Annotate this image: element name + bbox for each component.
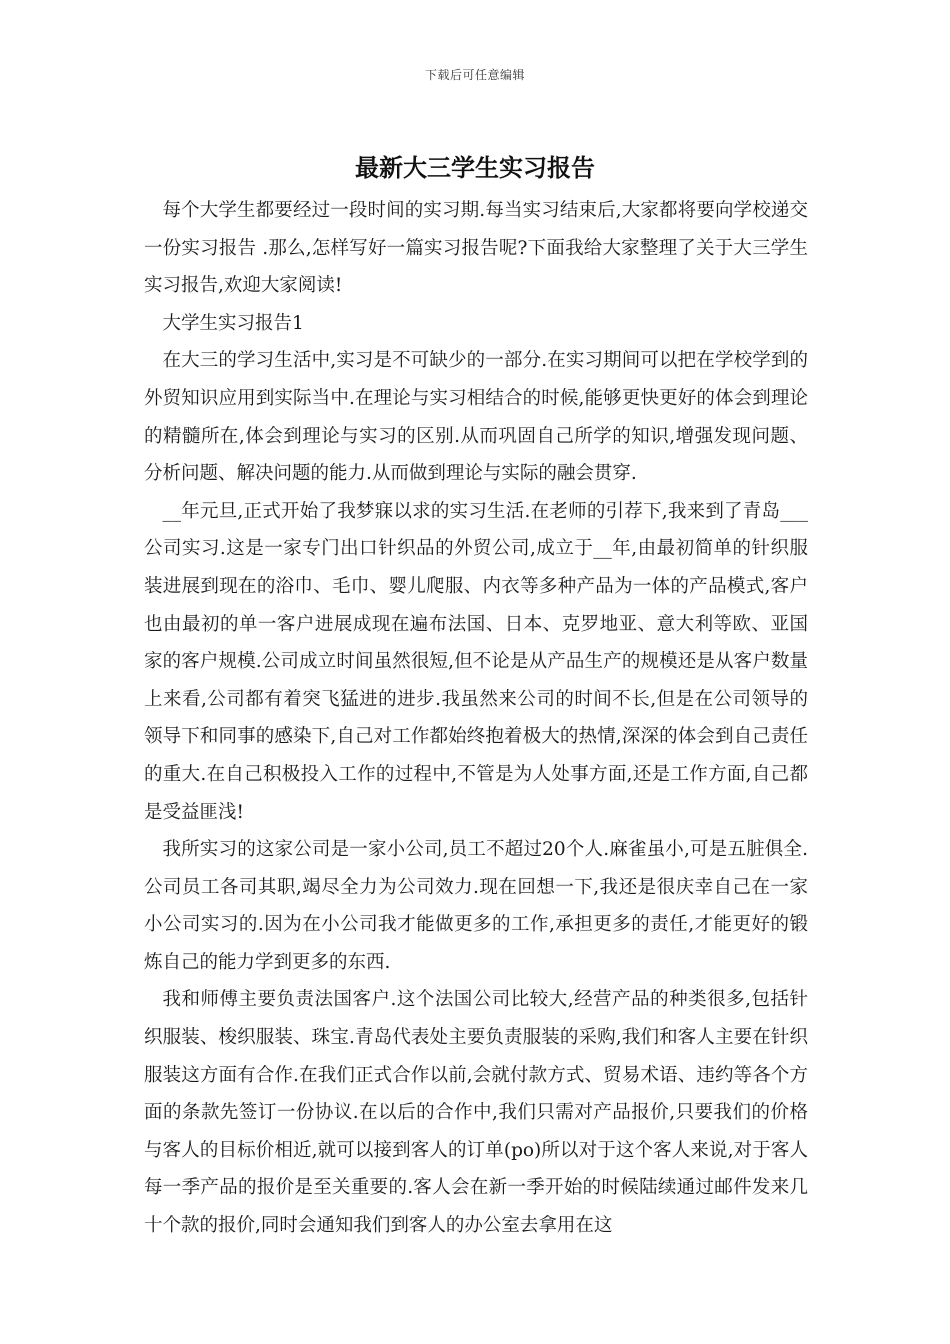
document-body (144, 192, 808, 1245)
page-header: 下载后可任意编辑 (424, 68, 525, 82)
paragraph: __年元旦,正式开始了我梦寐以求的实习生活.在老师的引荐下,我来到了青岛___公司实习.这是一家专门出口针织品的外贸公司,成立于__年,由最初简单的针织服装进展到现在的浴巾、毛巾、婴儿爬服、内衣等多种产品为一体的产品模式,客户也由最初的单一客户进展成现在遍布法国、日本、克罗地亚、意大利等欧、亚国家的客户规模.公司成立时间虽然很短,但不论是从产品生产的规模还是从客户数量上来看,公司都有着突飞猛进的进步.我虽然来公司的时间不长,但是在公司领导的领导下和同事的感染下,自己对工作都始终抱着极大的热情,深深的体会到自己责任的重大.在自己积极投入工作的过程中,不管是为人处事方面,还是工作方面,自己都是受益匪浅! (144, 500, 808, 823)
paragraph-intro: 每个大学生都要经过一段时间的实习期.每当实习结束后,大家都将要向学校递交一份实习报告 .那么,怎样写好一篇实习报告呢?下面我给大家整理了关于大三学生实习报告,欢迎大家阅读! (144, 200, 808, 297)
paragraph: 我和师傅主要负责法国客户.这个法国公司比较大,经营产品的种类很多,包括针织服装、梭织服装、珠宝.青岛代表处主要负责服装的采购,我们和客人主要在针织服装这方面有合作.在我们正式合作以前,会就付款方式、贸易术语、违约等各个方面的条款先签订一份协议.在以后的合作中,我们只需对产品报价,只要我们的价格与客人的目标价相近,就可以接到客人的订单(po)所以对于这个客人来说,对于客人每一季产品的报价是至关重要的.客人会在新一季开始的时候陆续通过邮件发来几十个款的报价,同时会通知我们到客人的办公室去拿用在这 (144, 989, 808, 1237)
section-heading: 大学生实习报告1 (162, 312, 304, 334)
paragraph: 我所实习的这家公司是一家小公司,员工不超过20个人.麻雀虽小,可是五脏俱全.公司员工各司其职,竭尽全力为公司效力.现在回想一下,我还是很庆幸自己在一家小公司实习的.因为在小公司我才能做更多的工作,承担更多的责任,才能更好的锻炼自己的能力学到更多的东西. (144, 839, 808, 973)
document-title: 最新大三学生实习报告 (355, 153, 595, 182)
paragraph: 在大三的学习生活中,实习是不可缺少的一部分.在实习期间可以把在学校学到的外贸知识应用到实际当中.在理论与实习相结合的时候,能够更快更好的体会到理论的精髓所在,体会到理论与实习的区别.从而巩固自己所学的知识,增强发现问题、分析问题、解决问题的能力.从而做到理论与实际的融会贯穿. (144, 350, 808, 485)
